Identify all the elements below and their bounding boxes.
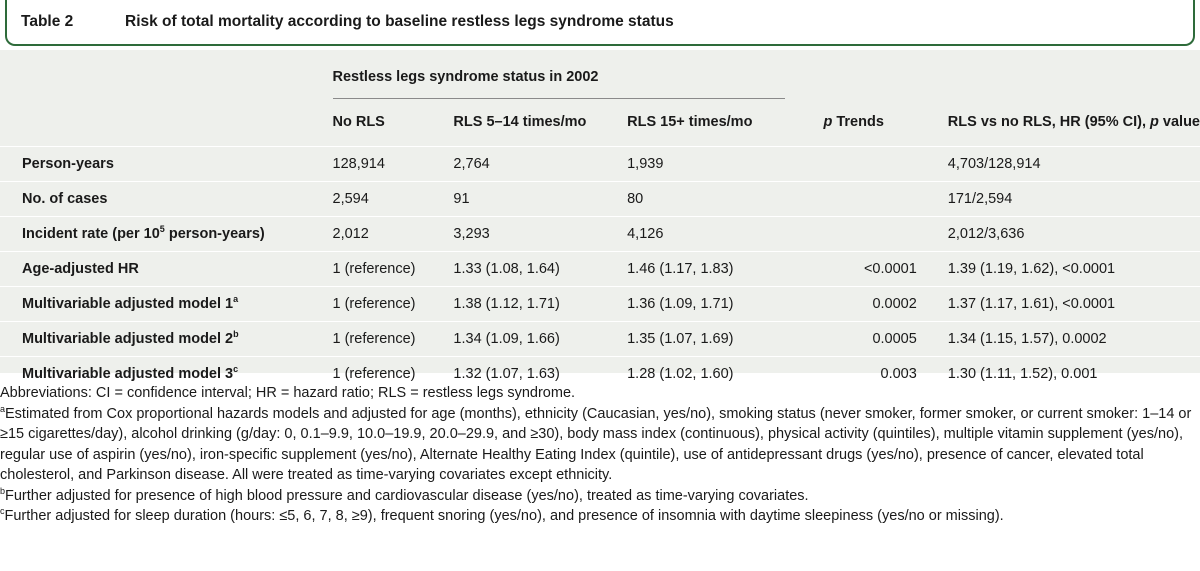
cell: 1.30 (1.11, 1.52), 0.001 (921, 357, 1200, 392)
cell: 1 (reference) (333, 357, 454, 392)
cell: 80 (627, 182, 797, 217)
cell: 0.0002 (797, 287, 920, 322)
cell: 2,594 (333, 182, 454, 217)
col-header-no-rls: No RLS (332, 114, 385, 130)
cell: 91 (453, 182, 627, 217)
cell: 2,012/3,636 (921, 217, 1200, 252)
cell: 1,939 (627, 147, 797, 182)
col-header-rls-vs-no-rls: RLS vs no RLS, HR (95% CI), p value (947, 114, 1200, 130)
cell: 128,914 (333, 147, 454, 182)
cell: <0.0001 (797, 252, 920, 287)
table-row (0, 182, 1200, 217)
cell: 171/2,594 (921, 182, 1200, 217)
group-underline (333, 98, 786, 99)
cell (797, 147, 920, 182)
table-row (0, 252, 1200, 287)
column-group-header: Restless legs syndrome status in 2002 (333, 50, 798, 98)
cell: 2,764 (453, 147, 627, 182)
cell: 1 (reference) (333, 252, 454, 287)
footnote-b: $^b$Further adjusted for presence of high blood pressure and cardiovascular disease (yes/no), treated as time-varying covariates. (0, 485, 809, 504)
cell: 1.33 (1.08, 1.64) (453, 252, 627, 287)
row-label: Person-years (0, 147, 333, 182)
cell: 4,126 (627, 217, 797, 252)
cell: 1.37 (1.17, 1.61), <0.0001 (921, 287, 1200, 322)
table-row (0, 287, 1200, 322)
footnote-c: $^c$Further adjusted for sleep duration (hours: ≤5, 6, 7, 8, ≥9), frequent snoring (yes/no), and presence of insomnia with daytime sleepiness (yes/no or missing). (0, 506, 1004, 524)
cell (797, 217, 920, 252)
row-label: No. of cases (0, 182, 333, 217)
cell: 1 (reference) (333, 287, 454, 322)
cell: 0.0005 (797, 322, 920, 357)
cell: 0.003 (797, 357, 920, 392)
row-label: Multivariable adjusted model 2$^b$ (0, 322, 333, 357)
table-row (0, 217, 1200, 252)
row-label: Incident rate (per $10^5$ person-years) (0, 217, 333, 252)
table-title-bar (5, 0, 1195, 46)
table-row (0, 147, 1200, 182)
table-row (0, 322, 1200, 357)
table-title: Risk of total mortality according to baseline restless legs syndrome status (125, 13, 674, 30)
cell: 1.28 (1.02, 1.60) (627, 357, 797, 392)
cell: 1 (reference) (333, 322, 454, 357)
col-header-rls-15plus: RLS 15+ times/mo (627, 114, 753, 130)
cell: 1.34 (1.09, 1.66) (453, 322, 627, 357)
table-number: Table 2 (21, 13, 74, 30)
cell: 1.34 (1.15, 1.57), 0.0002 (921, 322, 1200, 357)
cell: 1.38 (1.12, 1.71) (453, 287, 627, 322)
footnote-a: $^a$Estimated from Cox proportional hazards models and adjusted for age (months), ethnicity (Caucasian, yes/no), smoking status (never smoker, former smoker, or current smoker: 1–14 or ≥15 cigarettes/day), alcohol drinking (g/day: 0, 0.1–9.9, 10.0–19.9, 20.0–29.9, and ≥30), body mass index (continuous), physical activity (quintiles), multiple vitamin supplement (yes/no), regular use of aspirin (yes/no), iron-specific supplement (yes/no), Alternate Healthy Eating Index (quintile), use of antidepressant drugs (yes/no), presence of cancer, elevated total cholesterol, and Parkinson disease. All were treated as time-varying covariates except ethnicity. (0, 403, 1192, 483)
results-table (0, 50, 1200, 382)
col-header-p-trends: p Trends (823, 114, 884, 130)
cell: 1.46 (1.17, 1.83) (627, 252, 797, 287)
cell: 4,703/128,914 (921, 147, 1200, 182)
cell: 1.35 (1.07, 1.69) (627, 322, 797, 357)
row-label: Age-adjusted HR (0, 252, 333, 287)
cell: 1.36 (1.09, 1.71) (627, 287, 797, 322)
cell: 2,012 (333, 217, 454, 252)
column-header-row (0, 98, 1200, 147)
column-group-row (0, 50, 1200, 98)
cell: 3,293 (453, 217, 627, 252)
table-footnotes (0, 383, 1200, 527)
cell (797, 182, 920, 217)
row-label: Multivariable adjusted model 1$^a$ (0, 287, 333, 322)
col-header-rls-5-14: RLS 5–14 times/mo (453, 114, 587, 130)
row-label: Multivariable adjusted model 3$^c$ (0, 357, 333, 392)
cell: 1.39 (1.19, 1.62), <0.0001 (921, 252, 1200, 287)
abbreviations-note: Abbreviations: CI = confidence interval; HR = hazard ratio; RLS = restless legs syndrome. (0, 385, 576, 401)
cell: 1.32 (1.07, 1.63) (453, 357, 627, 392)
